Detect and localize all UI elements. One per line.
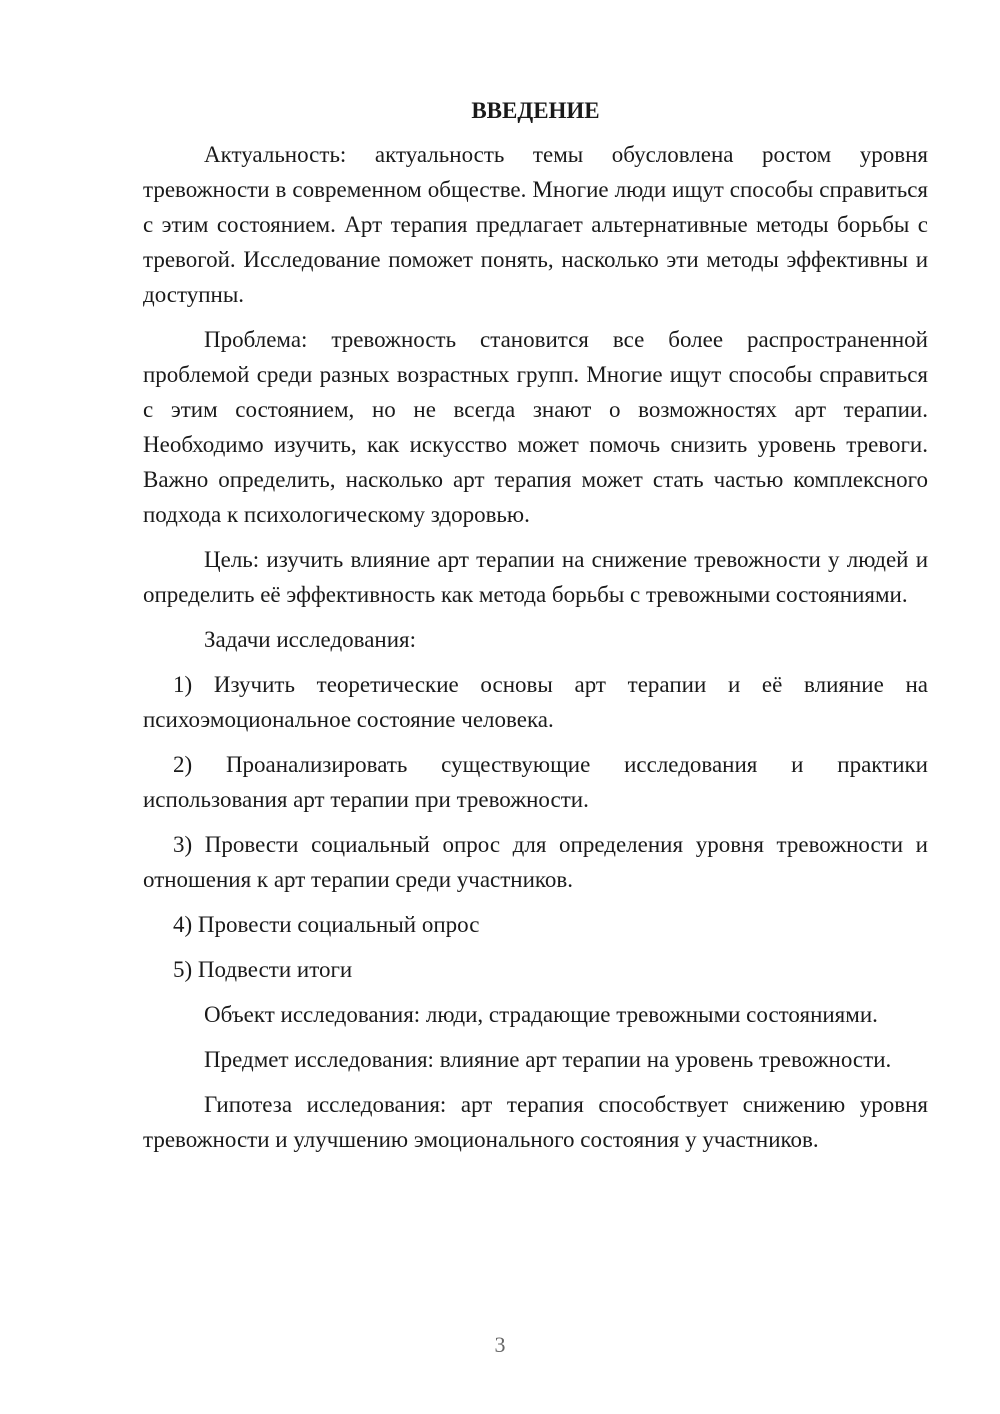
subject-paragraph: Предмет исследования: влияние арт терапии на уровень тревожности. bbox=[204, 1047, 892, 1072]
task-item: 2) Проанализировать существующие исследования и практики использования арт терапии при тревожности. bbox=[143, 752, 928, 812]
page-title: ВВЕДЕНИЕ bbox=[471, 98, 600, 123]
object-paragraph: Объект исследования: люди, страдающие тревожными состояниями. bbox=[204, 1002, 878, 1027]
problem-paragraph: Проблема: тревожность становится все более распространенной проблемой среди разных возрастных групп. Многие ищут способы справиться с этим состоянием, но не всегда знают о возможностях арт терапии. Необходимо изучить, как искусство может помочь снизить уровень тревоги. Важно определить, насколько арт терапия может стать частью комплексного подхода к психологическому здоровью. bbox=[143, 327, 928, 527]
task-item: 5) Подвести итоги bbox=[173, 957, 353, 982]
hypothesis-paragraph: Гипотеза исследования: арт терапия способствует снижению уровня тревожности и улучшению эмоционального состояния у участников. bbox=[143, 1092, 928, 1152]
document-body bbox=[143, 95, 928, 1167]
task-item: 4) Провести социальный опрос bbox=[173, 912, 480, 937]
goal-paragraph: Цель: изучить влияние арт терапии на снижение тревожности у людей и определить её эффективность как метода борьбы с тревожными состояниями. bbox=[143, 547, 928, 607]
task-item: 1) Изучить теоретические основы арт терапии и её влияние на психоэмоциональное состояние человека. bbox=[143, 672, 928, 732]
tasks-title: Задачи исследования: bbox=[204, 627, 417, 652]
relevance-paragraph: Актуальность: актуальность темы обусловлена ростом уровня тревожности в современном обществе. Многие люди ищут способы справиться с этим состоянием. Арт терапия предлагает альтернативные методы борьбы с тревогой. Исследование поможет понять, насколько эти методы эффективны и доступны. bbox=[143, 142, 928, 307]
task-item: 3) Провести социальный опрос для определения уровня тревожности и отношения к арт терапии среди участников. bbox=[143, 832, 928, 892]
page-number: 3 bbox=[494, 1332, 506, 1357]
